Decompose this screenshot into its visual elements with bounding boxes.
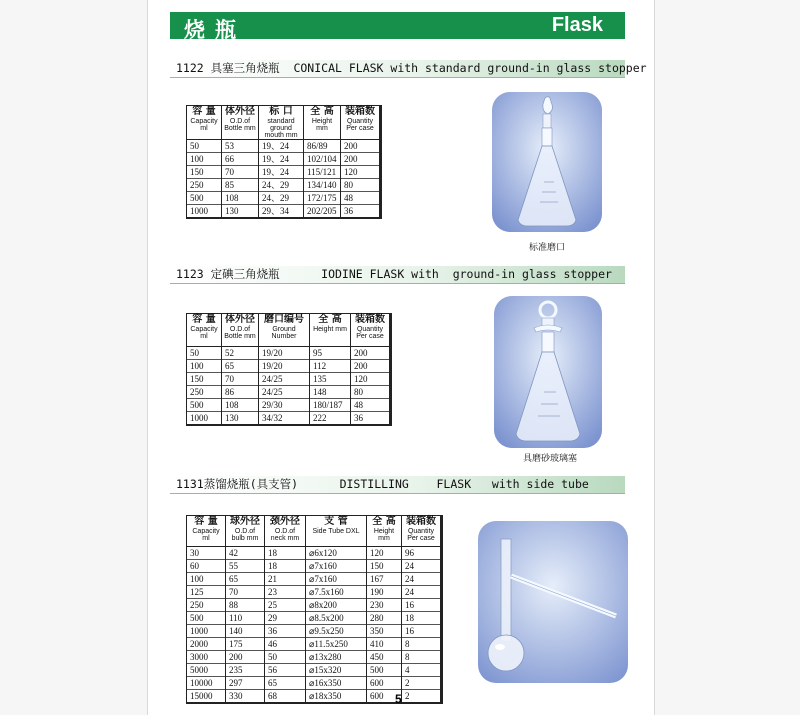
- column-header: [259, 106, 304, 140]
- column-header: [367, 516, 402, 547]
- table-cell: 65: [265, 677, 306, 690]
- column-header-en: O.D.of Bottle mm: [224, 118, 256, 132]
- table-row: [187, 638, 442, 651]
- table-cell: ⌀9.5x250: [306, 625, 367, 638]
- table-header-row: [187, 106, 381, 140]
- table-cell: 600: [367, 677, 402, 690]
- table-cell: ⌀11.5x250: [306, 638, 367, 651]
- section-heading-1122: 1122 具塞三角烧瓶 CONICAL FLASK with standard ground-in glass stopper: [170, 60, 625, 78]
- column-header: [187, 106, 222, 140]
- table-row: [187, 599, 442, 612]
- table-cell: 120: [367, 547, 402, 560]
- table-cell: 222: [310, 412, 351, 426]
- title-cn: 烧瓶: [184, 18, 246, 42]
- column-header: [187, 314, 222, 347]
- spec-table-1131: [186, 515, 443, 704]
- table-cell: 88: [226, 599, 265, 612]
- table-cell: ⌀8.5x200: [306, 612, 367, 625]
- table-cell: 140: [226, 625, 265, 638]
- table-cell: 24/25: [259, 386, 310, 399]
- table-cell: 85: [222, 179, 259, 192]
- column-header-cn: 容 量: [194, 516, 218, 527]
- table-cell: 1000: [187, 625, 226, 638]
- table-cell: ⌀7x160: [306, 560, 367, 573]
- table-cell: 202/205: [304, 205, 341, 219]
- table-cell: 500: [187, 192, 222, 205]
- table-row: [187, 625, 442, 638]
- conical-flask-illustration: [492, 92, 602, 232]
- table-cell: 21: [265, 573, 306, 586]
- table-cell: 250: [187, 599, 226, 612]
- table-row: [187, 166, 381, 179]
- table-cell: 8: [402, 638, 442, 651]
- table-cell: 29、34: [259, 205, 304, 219]
- table-cell: 65: [222, 360, 259, 373]
- table-cell: 250: [187, 179, 222, 192]
- table-cell: 48: [351, 399, 391, 412]
- table-cell: 100: [187, 153, 222, 166]
- column-header-cn: 球外径: [230, 516, 260, 527]
- table-row: [187, 612, 442, 625]
- table-cell: 134/140: [304, 179, 341, 192]
- table-row: [187, 386, 391, 399]
- table-cell: 52: [222, 347, 259, 360]
- table-cell: 36: [341, 205, 381, 219]
- table-cell: 600: [367, 690, 402, 704]
- column-header: [226, 516, 265, 547]
- table-cell: ⌀15x320: [306, 664, 367, 677]
- column-header-en: Quantity Per case: [346, 118, 374, 132]
- column-header-cn: 标 口: [269, 106, 293, 117]
- caption-1122: 标准磨口: [528, 243, 565, 253]
- column-header-en: Height mm: [311, 118, 333, 132]
- title-banner: [170, 12, 625, 42]
- table-cell: 108: [222, 192, 259, 205]
- column-header-cn: 磨口编号: [264, 314, 304, 325]
- table-cell: 50: [187, 140, 222, 153]
- table-cell: 23: [265, 586, 306, 599]
- table-cell: 200: [226, 651, 265, 664]
- table-cell: 50: [187, 347, 222, 360]
- table-cell: 68: [265, 690, 306, 704]
- table-cell: 15000: [187, 690, 226, 704]
- table-cell: 172/175: [304, 192, 341, 205]
- table-cell: 19/20: [259, 347, 310, 360]
- column-header-en: Quantity Per case: [407, 528, 435, 542]
- table-row: [187, 651, 442, 664]
- table-cell: 29/30: [259, 399, 310, 412]
- column-header: [304, 106, 341, 140]
- table-cell: 135: [310, 373, 351, 386]
- table-cell: 30: [187, 547, 226, 560]
- table-row: [187, 547, 442, 560]
- column-header-cn: 装箱数: [345, 106, 375, 117]
- column-header-en: Height mm: [373, 528, 395, 542]
- table-cell: 42: [226, 547, 265, 560]
- table-cell: 19/20: [259, 360, 310, 373]
- table-cell: 150: [367, 560, 402, 573]
- table-cell: 1000: [187, 205, 222, 219]
- table-cell: 46: [265, 638, 306, 651]
- table-cell: 200: [341, 140, 381, 153]
- table-cell: 297: [226, 677, 265, 690]
- table-cell: 100: [187, 573, 226, 586]
- column-header-cn: 支 管: [324, 516, 348, 527]
- table-row: [187, 690, 442, 704]
- column-header-cn: 容 量: [192, 314, 216, 325]
- table-cell: 500: [187, 399, 222, 412]
- table-cell: 8: [402, 651, 442, 664]
- table-cell: 125: [187, 586, 226, 599]
- table-cell: 24: [402, 573, 442, 586]
- caption-1123: 具磨砂玻璃塞: [522, 454, 577, 464]
- table-cell: 70: [222, 373, 259, 386]
- table-cell: 450: [367, 651, 402, 664]
- column-header: [310, 314, 351, 347]
- table-cell: 167: [367, 573, 402, 586]
- column-header-cn: 全 高: [318, 314, 342, 325]
- table-row: [187, 573, 442, 586]
- table-row: [187, 586, 442, 599]
- table-cell: 95: [310, 347, 351, 360]
- table-cell: ⌀18x350: [306, 690, 367, 704]
- column-header: [259, 314, 310, 347]
- table-cell: 24、29: [259, 192, 304, 205]
- table-cell: 19、24: [259, 153, 304, 166]
- table-cell: 350: [367, 625, 402, 638]
- column-header: [187, 516, 226, 547]
- column-header-cn: 装箱数: [406, 516, 436, 527]
- table-row: [187, 399, 391, 412]
- table-cell: 18: [265, 547, 306, 560]
- table-cell: 100: [187, 360, 222, 373]
- column-header-en: Quantity Per case: [356, 326, 384, 340]
- table-cell: 24: [402, 560, 442, 573]
- table-cell: ⌀13x280: [306, 651, 367, 664]
- table-cell: 5000: [187, 664, 226, 677]
- title-en: Flask: [551, 14, 603, 36]
- spec-table-1123: [186, 313, 392, 426]
- table-cell: ⌀6x120: [306, 547, 367, 560]
- column-header-en: standard ground mouth mm: [264, 118, 298, 139]
- table-cell: 130: [222, 205, 259, 219]
- table-cell: 330: [226, 690, 265, 704]
- table-cell: 80: [351, 386, 391, 399]
- table-cell: 2: [402, 690, 442, 704]
- column-header-cn: 容 量: [192, 106, 216, 117]
- iodine-flask-photo: [494, 296, 602, 448]
- table-cell: 19、24: [259, 140, 304, 153]
- column-header-en: O.D.of neck mm: [270, 528, 300, 542]
- table-cell: 29: [265, 612, 306, 625]
- table-cell: 86/89: [304, 140, 341, 153]
- table-cell: 18: [402, 612, 442, 625]
- column-header-en: O.D.of Bottle mm: [224, 326, 256, 340]
- table-cell: 24、29: [259, 179, 304, 192]
- table-cell: 34/32: [259, 412, 310, 426]
- iodine-flask-illustration: [494, 296, 602, 448]
- column-header: [222, 106, 259, 140]
- table-cell: 18: [265, 560, 306, 573]
- table-cell: 53: [222, 140, 259, 153]
- column-header-cn: 装箱数: [355, 314, 385, 325]
- table-cell: 190: [367, 586, 402, 599]
- table-cell: 2000: [187, 638, 226, 651]
- table-cell: ⌀7.5x160: [306, 586, 367, 599]
- table-cell: 150: [187, 166, 222, 179]
- table-cell: 65: [226, 573, 265, 586]
- table-cell: 16: [402, 625, 442, 638]
- table-header-row: [187, 314, 391, 347]
- table-cell: 500: [187, 612, 226, 625]
- table-cell: 4: [402, 664, 442, 677]
- column-header: [222, 314, 259, 347]
- table-cell: 110: [226, 612, 265, 625]
- table-cell: 200: [341, 153, 381, 166]
- table-row: [187, 412, 391, 426]
- column-header-cn: 全 高: [310, 106, 334, 117]
- table-cell: 66: [222, 153, 259, 166]
- table-cell: 2: [402, 677, 442, 690]
- table-cell: 50: [265, 651, 306, 664]
- table-row: [187, 140, 381, 153]
- table-cell: 108: [222, 399, 259, 412]
- column-header-en: Capacity ml: [192, 528, 220, 542]
- table-cell: 148: [310, 386, 351, 399]
- table-cell: 230: [367, 599, 402, 612]
- conical-flask-photo: [492, 92, 602, 232]
- table-cell: 3000: [187, 651, 226, 664]
- column-header: [351, 314, 391, 347]
- table-cell: ⌀16x350: [306, 677, 367, 690]
- table-cell: 200: [351, 360, 391, 373]
- table-cell: 70: [222, 166, 259, 179]
- section-heading-1131: 1131蒸馏烧瓶(具支管) DISTILLING FLASK with side tube: [170, 476, 625, 494]
- table-row: [187, 360, 391, 373]
- table-cell: ⌀7x160: [306, 573, 367, 586]
- table-cell: 115/121: [304, 166, 341, 179]
- table-cell: 10000: [187, 677, 226, 690]
- table-cell: 175: [226, 638, 265, 651]
- table-cell: 70: [226, 586, 265, 599]
- table-row: [187, 347, 391, 360]
- column-header-en: Capacity ml: [190, 118, 218, 132]
- table-cell: 86: [222, 386, 259, 399]
- table-row: [187, 677, 442, 690]
- column-header: [265, 516, 306, 547]
- table-cell: 250: [187, 386, 222, 399]
- spec-table-1122: [186, 105, 382, 219]
- column-header-cn: 颈外径: [270, 516, 300, 527]
- table-cell: 500: [367, 664, 402, 677]
- table-cell: 200: [351, 347, 391, 360]
- column-header-cn: 体外径: [225, 106, 255, 117]
- table-cell: 24: [402, 586, 442, 599]
- table-cell: 280: [367, 612, 402, 625]
- table-row: [187, 373, 391, 386]
- table-row: [187, 560, 442, 573]
- table-cell: 130: [222, 412, 259, 426]
- column-header-en: Side Tube DXL: [312, 528, 360, 535]
- table-cell: 25: [265, 599, 306, 612]
- table-cell: 235: [226, 664, 265, 677]
- table-cell: 36: [265, 625, 306, 638]
- table-cell: 80: [341, 179, 381, 192]
- table-cell: 120: [351, 373, 391, 386]
- column-header: [306, 516, 367, 547]
- distilling-flask-illustration: [478, 521, 628, 683]
- table-row: [187, 664, 442, 677]
- distilling-flask-photo: [478, 521, 628, 683]
- column-header: [402, 516, 442, 547]
- column-header-en: Height mm: [313, 326, 347, 333]
- column-header-en: Ground Number: [271, 326, 297, 340]
- table-cell: 36: [351, 412, 391, 426]
- section-heading-1123: 1123 定碘三角烧瓶 IODINE FLASK with ground-in glass stopper: [170, 266, 625, 284]
- table-row: [187, 179, 381, 192]
- table-cell: 96: [402, 547, 442, 560]
- table-row: [187, 153, 381, 166]
- table-cell: 1000: [187, 412, 222, 426]
- column-header-cn: 体外径: [225, 314, 255, 325]
- table-cell: 24/25: [259, 373, 310, 386]
- table-cell: 120: [341, 166, 381, 179]
- table-cell: ⌀8x200: [306, 599, 367, 612]
- table-cell: 150: [187, 373, 222, 386]
- table-cell: 60: [187, 560, 226, 573]
- table-cell: 55: [226, 560, 265, 573]
- table-cell: 410: [367, 638, 402, 651]
- table-cell: 102/104: [304, 153, 341, 166]
- column-header-en: O.D.of bulb mm: [231, 528, 259, 542]
- column-header: [341, 106, 381, 140]
- table-row: [187, 192, 381, 205]
- page-number: 5: [395, 692, 402, 706]
- table-header-row: [187, 516, 442, 547]
- table-cell: 16: [402, 599, 442, 612]
- table-cell: 48: [341, 192, 381, 205]
- table-cell: 19、24: [259, 166, 304, 179]
- table-cell: 112: [310, 360, 351, 373]
- table-cell: 56: [265, 664, 306, 677]
- column-header-en: Capacity ml: [190, 326, 218, 340]
- column-header-cn: 全 高: [372, 516, 396, 527]
- table-row: [187, 205, 381, 219]
- table-cell: 180/187: [310, 399, 351, 412]
